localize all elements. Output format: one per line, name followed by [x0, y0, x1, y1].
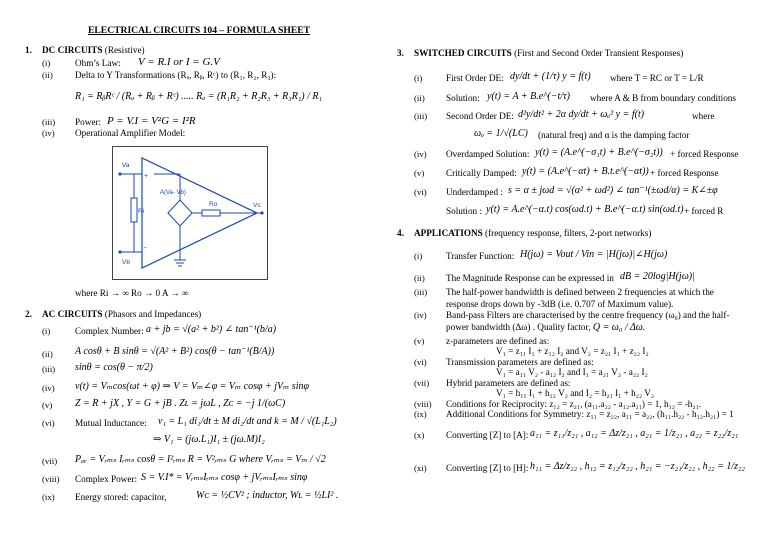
delta-y-label: Delta to Y Transformations (Rₐ, Rᵦ, Rᶜ) to (R₁, R₂, R₃):: [75, 70, 277, 80]
item-number: (x): [414, 430, 425, 440]
magnitude-db-formula: dB = 20log|H(jω)|: [620, 271, 695, 282]
item-number: (vi): [42, 418, 55, 428]
power-formula: P = V.I = V²G = I²R: [107, 115, 196, 127]
item-number: (ii): [414, 273, 425, 283]
opamp-diagram: [112, 146, 268, 280]
mutual-inductance-formula: v₁ = L₁ di₁/dt ± M di₂/dt and k = M / √(L₁L₂): [158, 416, 337, 427]
first-order-de-formula: dy/dt + (1/τ) y = f(t): [510, 71, 591, 82]
item-number: (i): [414, 73, 423, 83]
transfer-function-formula: H(jω) = Vout / Vin = |H(jω)|∠H(jω): [520, 249, 668, 260]
page-title: ELECTRICAL CIRCUITS 104 – FORMULA SHEET: [88, 25, 311, 36]
first-order-solution-formula: y(t) = A + B.e^(−t/τ): [487, 91, 570, 102]
z-to-a-formula: a₁₁ = z₁₁/z₂₁ , a₁₂ = Δz/z₂₁ , a₂₁ = 1/z₂₁ , a₂₂ = z₂₂/z₂₁: [530, 428, 739, 439]
item-number: (vii): [414, 378, 430, 388]
underdamped-solution-label: Solution :: [446, 206, 482, 216]
power-label: Power:: [75, 117, 102, 127]
item-number: (viii): [42, 474, 60, 484]
first-order-de-label: First Order DE:: [446, 73, 504, 83]
hybrid-params-label: Hybrid parameters are defined as:: [446, 378, 571, 388]
reciprocity-text: Conditions for Reciprocity: z₁₂ = z₂₁, (a₁₁.a₂₂ - a₁₂.a₂₁) = 1, h₁₂ = -h₂₁.: [446, 399, 702, 409]
band-pass-text: Band-pass Filters are characterised by the centre frequency (ω₀) and the half-power bandwidth (Δω) . Quality factor, Q = ω₀ / Δω.: [446, 310, 730, 333]
energy-stored-formula: Wᴄ = ½CV² ; inductor, Wʟ = ½LI² .: [196, 490, 339, 501]
magnitude-response-label: The Magnitude Response can be expressed in: [446, 273, 614, 283]
item-number: (ii): [42, 349, 53, 359]
mutual-inductance-phasor: ⇒ V₁ = (jω.L₁)I₁ ± (jω.M)I₂: [153, 434, 265, 445]
underdamped-solution-formula: y(t) = A.e^(−α.t) cos(ωd.t) + B.e^(−α.t) sin(ωd.t): [486, 204, 684, 215]
item-number: (iv): [42, 383, 55, 393]
item-number: (ii): [414, 93, 425, 103]
opamp-label: Operational Amplifier Model:: [75, 128, 186, 138]
transmission-params-formula: V₁ = a₁₁ V₂ - a₁₂ I₂ and I₁ = a₂₁ V₂ - a₂₂ I₂: [496, 367, 648, 377]
item-number: (iv): [42, 128, 55, 138]
item-number: (ii): [42, 70, 53, 80]
vc-label: Vc: [253, 202, 261, 209]
item-number: (vi): [414, 357, 427, 367]
mutual-inductance-label: Mutual Inductance:: [75, 418, 147, 428]
forced-r-note: + forced R: [684, 206, 724, 216]
item-number: (ix): [42, 492, 55, 502]
section-4-number: 4.: [397, 228, 404, 238]
natural-freq-note: (natural freq) and α is the damping factor: [538, 130, 690, 140]
item-number: (iii): [42, 364, 56, 374]
item-number: (iii): [414, 287, 428, 297]
item-number: (iii): [42, 117, 56, 127]
section-1-number: 1.: [25, 45, 32, 55]
item-number: (iv): [414, 310, 427, 320]
natural-freq-formula: ωₒ = 1/√(LC): [474, 128, 528, 139]
va-label: Va: [122, 162, 130, 169]
z-to-a-label: Converting [Z] to [A]:: [446, 430, 529, 440]
z-params-formula: V₁ = z₁₁ I₁ + z₁₂ I₂ and V₂ = z₂₁ I₁ + z₂₂ I₂: [496, 346, 649, 356]
section-3-number: 3.: [397, 48, 404, 58]
ro-label: Ro: [209, 201, 218, 208]
item-number: (iii): [414, 111, 428, 121]
underdamped-label: Underdamped :: [446, 187, 503, 197]
ohms-law-label: Ohm’s Law:: [75, 58, 121, 68]
section-1-heading: DC CIRCUITS (Resistive): [42, 45, 145, 55]
hybrid-params-formula: V₁ = h₁₁ I₁ + h₁₂ V₂ and I₂ = h₂₁ I₁ + h₂₂ V₂: [496, 388, 655, 398]
complex-power-label: Complex Power:: [75, 474, 138, 484]
impedance-formula: Z = R + jX , Y = G + jB . Zʟ = jωL , Zᴄ = −j 1/(ωC): [75, 398, 286, 409]
transfer-function-label: Transfer Function:: [446, 251, 515, 261]
item-number: (i): [42, 58, 51, 68]
minus-label: -: [144, 243, 147, 252]
transmission-params-label: Transmission parameters are defined as:: [446, 357, 594, 367]
z-params-label: z-parameters are defined as:: [446, 336, 550, 346]
opamp-ideal-conditions: where Ri → ∞ Ro → 0 A → ∞: [75, 288, 189, 298]
overdamped-label: Overdamped Solution:: [446, 149, 530, 159]
overdamped-formula: y(t) = (A.e^(−σ₁t) + B.e^(−σ₂t)): [535, 147, 663, 158]
delta-y-formula: R₁ = RᵦRᶜ / (Rₐ + Rᵦ + Rᶜ) ..... Rₐ = (R₁R₂ + R₂R₃ + R₃R₁) / R₁: [75, 91, 322, 102]
item-number: (v): [414, 336, 425, 346]
item-number: (i): [42, 326, 51, 336]
time-constant-note: where T = RC or T = L/R: [610, 73, 704, 83]
item-number: (vi): [414, 187, 427, 197]
gain-label: A(Va- Vb): [160, 190, 186, 196]
item-number: (v): [42, 400, 53, 410]
critically-damped-formula: y(t) = (A.e^(−αt) + B.t.e^(−αt)): [522, 166, 649, 177]
energy-stored-label: Energy stored: capacitor,: [75, 492, 167, 502]
phasor-sum-formula: A cosθ + B sinθ = √(A² + B²) cos(θ − tan⁻¹(B/A)): [75, 346, 275, 357]
ri-label: Ri: [138, 208, 145, 215]
section-2-heading: AC CIRCUITS (Phasors and Impedances): [42, 309, 202, 319]
critically-damped-label: Critically Damped:: [446, 168, 517, 178]
where-word: where: [692, 111, 715, 121]
symmetry-text: Additional Conditions for Symmetry: z₁₁ = z₂₂, a₁₁ = a₂₂, (h₁₁.h₂₂ - h₁₂.h₂₁) = 1: [446, 409, 734, 419]
ohms-law-formula: V = R.I or I = G.V: [138, 56, 220, 68]
forced-response-note: + forced Response: [670, 149, 739, 159]
second-order-de-formula: d²y/dt² + 2α dy/dt + ωₒ² y = f(t): [518, 109, 645, 120]
plus-label: +: [144, 173, 149, 180]
boundary-note: where A & B from boundary conditions: [590, 93, 736, 103]
complex-power-formula: S = V.I* = VᵣₘₛIᵣₘₛ cosφ + jVᵣₘₛIᵣₘₛ sinφ: [141, 472, 308, 483]
sin-cos-formula: sinθ = cos(θ − π/2): [75, 362, 153, 373]
item-number: (ix): [414, 409, 427, 419]
z-to-h-formula: h₁₁ = Δz/z₂₂ , h₁₂ = z₁₂/z₂₂ , h₂₁ = −z₂₁/z₂₂ , h₂₂ = 1/z₂₂: [530, 461, 745, 472]
item-number: (v): [414, 168, 425, 178]
section-3-heading: SWITCHED CIRCUITS (First and Second Order Transient Responses): [414, 48, 684, 58]
item-number: (vii): [42, 456, 58, 466]
half-power-bandwidth-text: The half-power bandwidth is defined between 2 frequencies at which the response drops down by -3dB (i.e. 0.707 of Maximum value).: [446, 287, 714, 309]
z-to-h-label: Converting [Z] to [H]:: [446, 463, 529, 473]
vb-label: Vb: [122, 259, 130, 266]
underdamped-roots-formula: s = α ± jωd = √(α² + ωd²) ∠ tan⁻¹(±ωd/α) = K∠±φ: [508, 185, 718, 196]
first-order-solution-label: Solution:: [446, 93, 480, 103]
item-number: (iv): [414, 149, 427, 159]
item-number: (xi): [414, 463, 427, 473]
complex-number-label: Complex Number:: [75, 326, 144, 336]
item-number: (viii): [414, 399, 432, 409]
complex-number-formula: a + jb = √(a² + b²) ∠ tan⁻¹(b/a): [146, 324, 277, 335]
item-number: (i): [414, 251, 423, 261]
second-order-de-label: Second Order DE:: [446, 111, 514, 121]
average-power-formula: Pₐᵥ = Vᵣₘₛ Iᵣₘₛ cosθ = I²ᵣₘₛ R = V²ᵣₘₛ G where Vᵣₘₛ = Vₘ / √2: [75, 454, 326, 465]
section-2-number: 2.: [25, 309, 32, 319]
phasor-formula: v(t) = Vₘcos(ωt + φ) ⇒ V = Vₘ∠φ = Vₘ cosφ + jVₘ sinφ: [75, 381, 310, 392]
section-4-heading: APPLICATIONS (frequency response, filters, 2-port networks): [414, 228, 652, 238]
forced-response-note: + forced Response: [650, 168, 719, 178]
